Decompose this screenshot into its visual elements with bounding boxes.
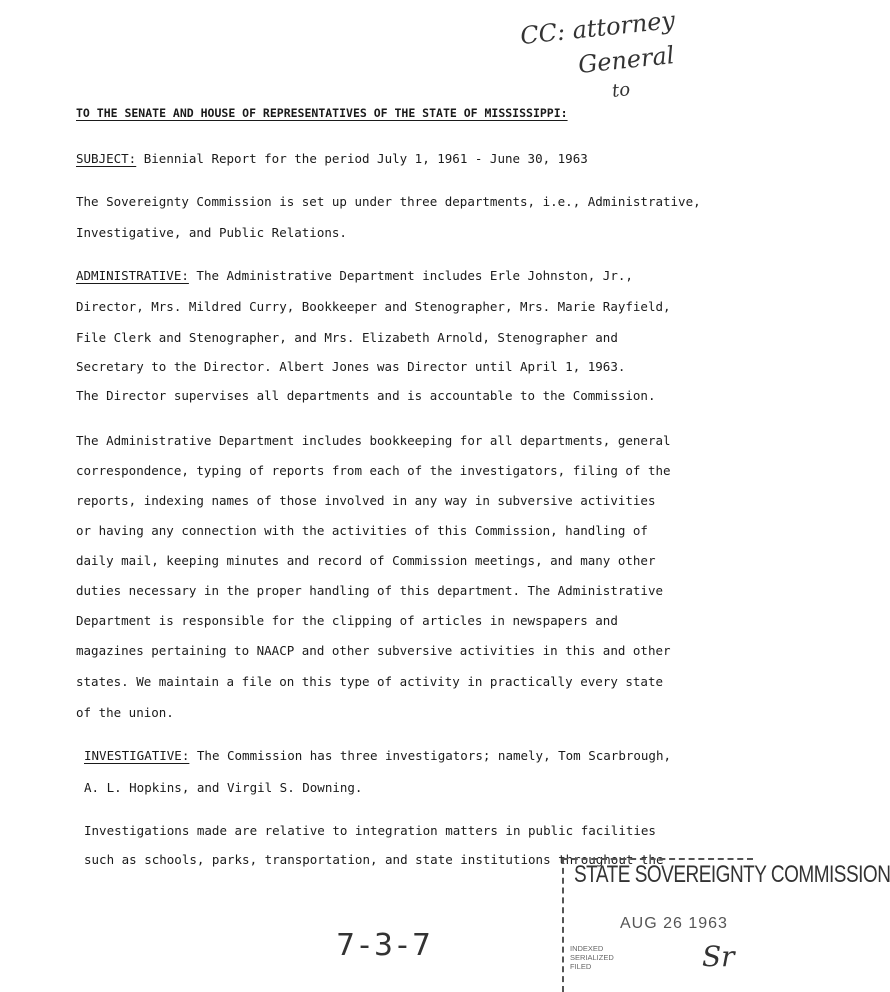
investigations-line: such as schools, parks, transportation, and state institutions throughout the: [84, 852, 664, 867]
subject-label: SUBJECT:: [76, 151, 137, 166]
investigations-line: Investigations made are relative to integration matters in public facilities: [84, 823, 656, 838]
investigative-line: A. L. Hopkins, and Virgil S. Downing.: [84, 780, 363, 795]
stamp-label-serialized: SERIALIZED: [570, 953, 614, 962]
investigative-line: [84, 748, 671, 763]
stamp-title: STATE SOVEREIGNTY COMMISSION: [574, 862, 890, 889]
intro-line: The Sovereignty Commission is set up under three departments, i.e., Administrative,: [76, 194, 701, 209]
investigative-text: The Commission has three investigators; namely, Tom Scarbrough,: [196, 748, 672, 763]
admin-detail-line: The Administrative Department includes bookkeeping for all departments, general: [76, 433, 671, 448]
administrative-text: The Administrative Department includes Erle Johnston, Jr.,: [196, 268, 633, 283]
intro-line: Investigative, and Public Relations.: [76, 225, 347, 240]
handwritten-cc-line2: General: [576, 41, 676, 79]
admin-detail-line: or having any connection with the activities of this Commission, handling of: [76, 523, 648, 538]
admin-detail-line: reports, indexing names of those involved in any way in subversive activities: [76, 493, 656, 508]
handwritten-mark: to: [610, 79, 632, 102]
subject-line: [76, 151, 588, 166]
admin-detail-line: duties necessary in the proper handling of this department. The Administrative: [76, 583, 663, 598]
admin-detail-line: states. We maintain a file on this type of activity in practically every state: [76, 674, 663, 689]
stamp-initials: Sr: [702, 940, 735, 973]
admin-detail-line: daily mail, keeping minutes and record of Commission meetings, and many other: [76, 553, 656, 568]
admin-detail-line: magazines pertaining to NAACP and other subversive activities in this and other: [76, 643, 671, 658]
administrative-line: Director, Mrs. Mildred Curry, Bookkeeper and Stenographer, Mrs. Marie Rayfield,: [76, 299, 671, 314]
investigative-label: INVESTIGATIVE:: [84, 748, 190, 763]
stamp-label-filed: FILED: [570, 962, 592, 971]
admin-detail-line: Department is responsible for the clipping of articles in newspapers and: [76, 613, 618, 628]
stamp-label-indexed: INDEXED: [570, 944, 604, 953]
received-stamp: [562, 858, 890, 992]
salutation-heading: TO THE SENATE AND HOUSE OF REPRESENTATIVES OF THE STATE OF MISSISSIPPI:: [76, 106, 568, 120]
administrative-line: File Clerk and Stenographer, and Mrs. Elizabeth Arnold, Stenographer and: [76, 330, 618, 345]
stamp-labels: [570, 944, 614, 971]
stamp-date: AUG 26 1963: [620, 915, 728, 932]
administrative-line: The Director supervises all departments and is accountable to the Commission.: [76, 388, 656, 403]
administrative-line: [76, 268, 633, 283]
subject-text: Biennial Report for the period July 1, 1961 - June 30, 1963: [143, 151, 588, 166]
page-number: 7-3-7: [336, 928, 435, 963]
admin-detail-line: correspondence, typing of reports from each of the investigators, filing of the: [76, 463, 671, 478]
admin-detail-line: of the union.: [76, 705, 174, 720]
handwritten-cc-line1: CC: attorney: [518, 5, 677, 51]
administrative-label: ADMINISTRATIVE:: [76, 268, 189, 283]
administrative-line: Secretary to the Director. Albert Jones was Director until April 1, 1963.: [76, 359, 626, 374]
